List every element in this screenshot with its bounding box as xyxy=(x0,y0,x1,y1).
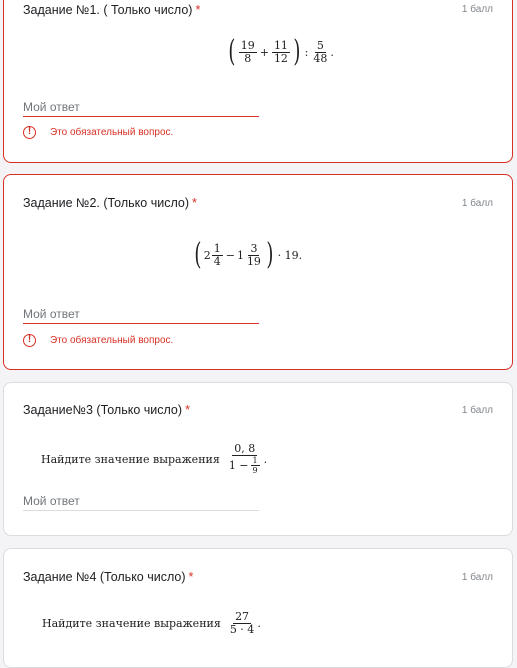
required-asterisk: * xyxy=(195,3,201,17)
required-asterisk: * xyxy=(185,403,190,417)
question-title: Задание №1. ( Только число) * xyxy=(23,3,201,17)
error-icon: ! xyxy=(23,334,36,347)
points-label: 1 балл xyxy=(461,4,493,15)
error-message: ! Это обязательный вопрос. xyxy=(23,124,173,140)
answer-input[interactable]: Мой ответ xyxy=(23,494,259,511)
question-title: Задание №4 (Только число) * xyxy=(23,570,194,584)
error-icon: ! xyxy=(23,126,36,139)
answer-input[interactable]: Мой ответ xyxy=(23,100,259,117)
math-expression: ( $\frac{19}{8}$ + $\frac{11}{12}$ ) : $\frac{5}{48}$ . xyxy=(228,34,334,69)
required-asterisk: * xyxy=(192,196,197,210)
points-label: 1 балл xyxy=(461,572,493,583)
answer-input[interactable]: Мой ответ xyxy=(23,307,259,324)
question-card-2 xyxy=(3,174,513,370)
question-card-1 xyxy=(3,0,513,163)
points-label: 1 балл xyxy=(461,198,493,209)
question-card-4 xyxy=(3,548,513,668)
question-card-3 xyxy=(3,382,513,536)
question-title: Задание №2. (Только число) * xyxy=(23,196,197,210)
question-title: Задание№3 (Только число) * xyxy=(23,403,190,417)
math-expression: Найдите значение выражения 0, 8 1 − $\frac{1}{9}$ . xyxy=(41,442,268,475)
error-message: ! Это обязательный вопрос. xyxy=(23,332,173,348)
required-asterisk: * xyxy=(188,570,194,584)
math-expression: Найдите значение выражения $\frac{27}{5 \cdot 4}$ . xyxy=(42,610,261,636)
points-label: 1 балл xyxy=(461,405,493,416)
math-expression: ( 2 $\frac{1}{4}$ − 1 $\frac{3}{19}$ ) · 19. xyxy=(194,237,303,272)
